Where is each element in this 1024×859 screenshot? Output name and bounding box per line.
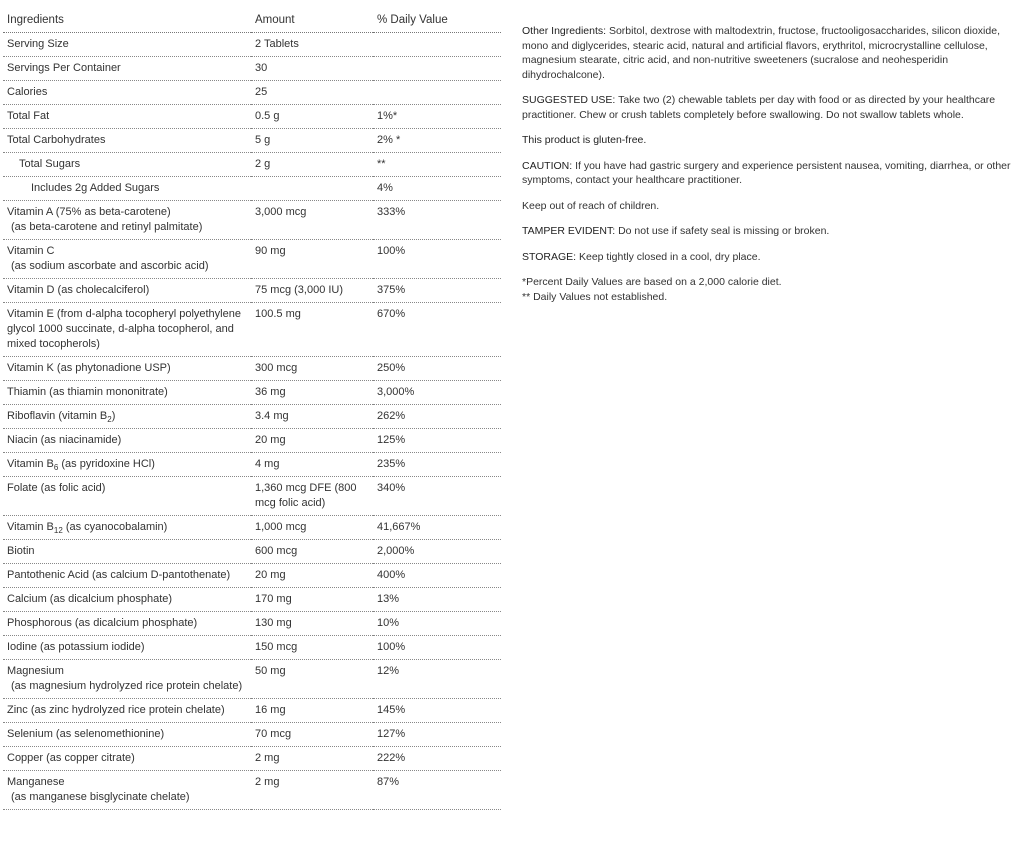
table-header-row — [3, 10, 501, 33]
ingredient-daily-value — [373, 33, 501, 57]
ingredient-name — [3, 636, 251, 660]
table-row — [3, 612, 501, 636]
ingredient-name — [3, 105, 251, 129]
ingredient-amount: 2 Tablets — [251, 33, 373, 57]
ingredient-source: (as beta-carotene and retinyl palmitate) — [11, 221, 203, 233]
tamper-evident-label: TAMPER EVIDENT: — [522, 225, 616, 237]
ingredient-daily-value: 87% — [373, 771, 501, 810]
ingredient-subscript: 2 — [107, 415, 112, 425]
ingredient-name-text: Folate (as folic acid) — [7, 482, 106, 494]
ingredient-daily-value: 125% — [373, 429, 501, 453]
ingredient-subscript: 6 — [53, 463, 59, 473]
ingredient-amount: 36 mg — [251, 381, 373, 405]
tamper-evident — [522, 224, 1016, 239]
ingredient-name-text: Thiamin (as thiamin mononitrate) — [7, 386, 168, 398]
tamper-evident-text: Do not use if safety seal is missing or broken. — [615, 225, 830, 237]
ingredient-name — [3, 477, 251, 516]
ingredient-daily-value: 250% — [373, 357, 501, 381]
ingredient-daily-value: 235% — [373, 453, 501, 477]
ingredient-amount: 300 mcg — [251, 357, 373, 381]
ingredient-name — [3, 699, 251, 723]
ingredient-amount: 16 mg — [251, 699, 373, 723]
ingredient-name — [3, 33, 251, 57]
other-ingredients-label: Other Ingredients: — [522, 25, 607, 37]
table-row — [3, 357, 501, 381]
table-row — [3, 303, 501, 357]
ingredient-daily-value: 13% — [373, 588, 501, 612]
ingredient-name-text: Pantothenic Acid (as calcium D-pantothenate) — [7, 569, 231, 581]
ingredient-daily-value: 3,000% — [373, 381, 501, 405]
ingredient-amount: 100.5 mg — [251, 303, 373, 357]
ingredient-name-text: Vitamin D (as cholecalciferol) — [7, 284, 150, 296]
ingredient-amount: 2 mg — [251, 747, 373, 771]
table-row — [3, 699, 501, 723]
ingredient-name-suffix: (as pyridoxine HCl) — [58, 458, 155, 470]
ingredient-daily-value: 340% — [373, 477, 501, 516]
ingredient-name — [3, 564, 251, 588]
suggested-use-text: Take two (2) chewable tablets per day with food or as directed by your healthcare practitioner. Chew or crush tablets completely before swallowing. Do not swallow tablets whole. — [522, 94, 996, 121]
ingredient-name — [3, 588, 251, 612]
table-row — [3, 453, 501, 477]
ingredient-daily-value: 375% — [373, 279, 501, 303]
gluten-free-statement: This product is gluten-free. — [522, 134, 647, 146]
ingredient-source: (as sodium ascorbate and ascorbic acid) — [11, 260, 209, 272]
table-row — [3, 429, 501, 453]
ingredient-daily-value — [373, 81, 501, 105]
ingredient-name-text: Copper (as copper citrate) — [7, 752, 135, 764]
ingredient-name-text: Calories — [7, 86, 48, 98]
header-daily-value: % Daily Value — [373, 10, 501, 33]
ingredient-amount: 3,000 mcg — [251, 201, 373, 240]
ingredient-amount: 130 mg — [251, 612, 373, 636]
ingredient-name — [3, 357, 251, 381]
ingredient-name-text: Vitamin E (from d-alpha tocopheryl polyethylene glycol 1000 succinate, d-alpha tocopherol, and mixed tocopherols) — [7, 308, 241, 350]
ingredient-name-text: Vitamin B — [7, 521, 54, 533]
table-row — [3, 588, 501, 612]
table-row — [3, 723, 501, 747]
ingredient-name-text: Vitamin K (as phytonadione USP) — [7, 362, 171, 374]
ingredient-daily-value: 262% — [373, 405, 501, 429]
ingredient-amount: 4 mg — [251, 453, 373, 477]
table-row — [3, 105, 501, 129]
ingredient-name-text: Vitamin B — [7, 458, 54, 470]
ingredient-daily-value: 127% — [373, 723, 501, 747]
table-row — [3, 81, 501, 105]
suggested-use — [522, 93, 1016, 122]
ingredient-name — [3, 540, 251, 564]
ingredient-name — [3, 129, 251, 153]
table-row — [3, 516, 501, 540]
table-row — [3, 405, 501, 429]
footnotes — [522, 275, 1016, 304]
table-row — [3, 33, 501, 57]
ingredient-daily-value: 10% — [373, 612, 501, 636]
table-row — [3, 57, 501, 81]
ingredient-amount: 2 mg — [251, 771, 373, 810]
ingredient-amount: 25 — [251, 81, 373, 105]
ingredient-amount: 170 mg — [251, 588, 373, 612]
ingredient-name — [3, 381, 251, 405]
ingredient-amount: 5 g — [251, 129, 373, 153]
ingredient-name-text: Serving Size — [7, 38, 69, 50]
ingredient-amount — [251, 177, 373, 201]
header-amount: Amount — [251, 10, 373, 33]
ingredient-name-text: Total Carbohydrates — [7, 134, 106, 146]
ingredient-amount: 90 mg — [251, 240, 373, 279]
ingredient-name-text: Biotin — [7, 545, 35, 557]
product-info-panel — [522, 24, 1016, 315]
table-row — [3, 201, 501, 240]
ingredient-amount: 50 mg — [251, 660, 373, 699]
footnote-not-established: ** Daily Values not established. — [522, 290, 668, 303]
ingredient-name — [3, 453, 251, 477]
ingredient-source: (as manganese bisglycinate chelate) — [11, 791, 190, 803]
ingredient-name — [3, 240, 251, 279]
table-row — [3, 177, 501, 201]
ingredient-amount: 20 mg — [251, 564, 373, 588]
ingredient-name — [3, 723, 251, 747]
ingredient-name-text: Total Fat — [7, 110, 50, 122]
ingredient-name-suffix: (as cyanocobalamin) — [62, 521, 168, 533]
table-row — [3, 636, 501, 660]
ingredient-name-text: Vitamin A (75% as beta-carotene) — [7, 206, 171, 218]
suggested-use-label: SUGGESTED USE: — [522, 94, 616, 106]
ingredient-daily-value: 670% — [373, 303, 501, 357]
storage-text: Keep tightly closed in a cool, dry place. — [576, 250, 761, 263]
ingredient-name — [3, 153, 251, 177]
ingredient-daily-value: 222% — [373, 747, 501, 771]
storage — [522, 250, 1016, 265]
ingredient-amount: 2 g — [251, 153, 373, 177]
ingredient-name-text: Manganese — [7, 776, 65, 788]
table-row — [3, 747, 501, 771]
ingredient-daily-value: 145% — [373, 699, 501, 723]
other-ingredients-text: Sorbitol, dextrose with maltodextrin, fructose, fructooligosaccharides, silicon dioxide, mono and diglycerides, stearic acid, natural and artificial flavors, erythritol, microcrystalline cellulose, magnesium stearate, citric acid, and non-nutritive sweeteners (sucralose and neohesperidin dihydrochalcone). — [522, 25, 1000, 81]
ingredient-amount: 0.5 g — [251, 105, 373, 129]
ingredient-name — [3, 516, 251, 540]
ingredient-name — [3, 429, 251, 453]
ingredient-source: (as magnesium hydrolyzed rice protein chelate) — [11, 680, 243, 692]
ingredient-name-text: Iodine (as potassium iodide) — [7, 641, 145, 653]
ingredient-name — [3, 771, 251, 810]
ingredient-daily-value: 1%* — [373, 105, 501, 129]
ingredient-daily-value: 333% — [373, 201, 501, 240]
ingredient-name-text: Vitamin C — [7, 245, 55, 257]
ingredient-name — [3, 405, 251, 429]
other-ingredients — [522, 24, 1016, 82]
table-row — [3, 381, 501, 405]
ingredient-daily-value: 2,000% — [373, 540, 501, 564]
ingredient-amount: 600 mcg — [251, 540, 373, 564]
ingredient-name — [3, 57, 251, 81]
ingredient-name — [3, 303, 251, 357]
header-ingredients: Ingredients — [3, 10, 251, 33]
ingredient-subscript: 12 — [53, 526, 63, 536]
ingredient-amount: 3.4 mg — [251, 405, 373, 429]
ingredient-name-text: Selenium (as selenomethionine) — [7, 728, 165, 740]
table-row — [3, 153, 501, 177]
ingredient-amount: 20 mg — [251, 429, 373, 453]
ingredient-name — [3, 660, 251, 699]
ingredient-daily-value: ** — [373, 153, 501, 177]
table-row — [3, 564, 501, 588]
ingredient-amount: 150 mcg — [251, 636, 373, 660]
ingredient-amount: 1,360 mcg DFE (800 mcg folic acid) — [251, 477, 373, 516]
table-row — [3, 660, 501, 699]
ingredient-name-text: Calcium (as dicalcium phosphate) — [7, 593, 173, 605]
ingredient-daily-value: 100% — [373, 636, 501, 660]
caution-label: CAUTION: — [522, 159, 573, 172]
table-row — [3, 540, 501, 564]
ingredient-name-text: Includes 2g Added Sugars — [31, 182, 160, 194]
ingredient-name-suffix: ) — [111, 410, 116, 422]
ingredient-daily-value: 4% — [373, 177, 501, 201]
table-row — [3, 279, 501, 303]
children-warning: Keep out of reach of children. — [522, 199, 660, 212]
ingredient-daily-value — [373, 57, 501, 81]
supplement-facts-table — [3, 10, 501, 810]
ingredient-name-text: Total Sugars — [19, 158, 81, 170]
ingredient-name-text: Niacin (as niacinamide) — [7, 434, 122, 446]
ingredient-name-text: Zinc (as zinc hydrolyzed rice protein chelate) — [7, 704, 225, 716]
ingredient-daily-value: 2% * — [373, 129, 501, 153]
ingredient-name — [3, 177, 251, 201]
ingredient-name — [3, 81, 251, 105]
table-row — [3, 240, 501, 279]
ingredient-daily-value: 400% — [373, 564, 501, 588]
ingredient-name — [3, 747, 251, 771]
ingredient-name-text: Servings Per Container — [7, 62, 121, 74]
ingredient-name-text: Phosphorous (as dicalcium phosphate) — [7, 617, 198, 629]
table-row — [3, 477, 501, 516]
ingredient-amount: 70 mcg — [251, 723, 373, 747]
footnote-daily-value: *Percent Daily Values are based on a 2,000 calorie diet. — [522, 276, 782, 288]
table-row — [3, 771, 501, 810]
caution — [522, 159, 1016, 188]
storage-label: STORAGE: — [522, 250, 577, 263]
ingredient-daily-value: 12% — [373, 660, 501, 699]
ingredient-amount: 75 mcg (3,000 IU) — [251, 279, 373, 303]
ingredient-name — [3, 201, 251, 240]
table-row — [3, 129, 501, 153]
ingredient-amount: 30 — [251, 57, 373, 81]
ingredient-name — [3, 612, 251, 636]
ingredient-name — [3, 279, 251, 303]
ingredient-amount: 1,000 mcg — [251, 516, 373, 540]
ingredient-name-text: Riboflavin (vitamin B — [7, 410, 108, 422]
ingredient-daily-value: 41,667% — [373, 516, 501, 540]
ingredient-name-text: Magnesium — [7, 665, 64, 677]
ingredient-daily-value: 100% — [373, 240, 501, 279]
caution-text: If you have had gastric surgery and experience persistent nausea, vomiting, diarrhea, or other symptoms, contact your healthcare practitioner. — [522, 159, 1011, 186]
